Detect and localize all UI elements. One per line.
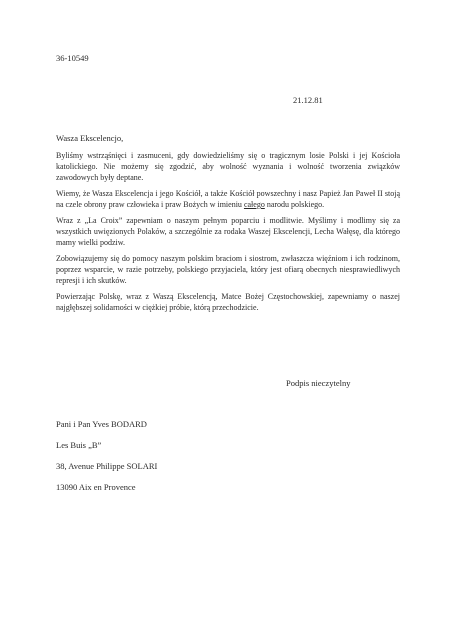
salutation: Wasza Ekscelencjo, xyxy=(56,133,124,143)
address-line: 38, Avenue Philippe SOLARI xyxy=(56,461,158,471)
paragraph-2-tail: narodu polskiego. xyxy=(264,200,325,209)
letter-body xyxy=(56,150,400,318)
address-line: 13090 Aix en Provence xyxy=(56,482,136,492)
paragraph-2 xyxy=(56,188,400,210)
address-line: Les Buis „B” xyxy=(56,440,102,450)
document-reference: 36-10549 xyxy=(56,53,89,63)
underlined-word: całego xyxy=(243,200,265,209)
paragraph-5: Powierzając Polskę, wraz z Waszą Ekscelencją, Matce Bożej Częstochowskiej, zapewniamy o naszej najgłębszej solidarności w ciężkiej próbie, którą przechodzicie. xyxy=(56,292,400,312)
paragraph-2-text: Wiemy, że Wasza Ekscelencja i jego Kościół, a także Kościół powszechny i nasz Papież Jan Paweł II stoją na czele obrony praw człowieka i praw Bożych w imieniu xyxy=(56,189,400,209)
sender-address xyxy=(56,419,157,503)
address-line: Pani i Pan Yves BODARD xyxy=(56,419,147,429)
signature-note: Podpis nieczytelny xyxy=(286,378,351,388)
paragraph-4: Zobowiązujemy się do pomocy naszym polskim braciom i siostrom, zwłaszcza więźniom i ich rodzinom, poprzez wsparcie, w razie potrzeby, polskiego przyjaciela, który jest ofiarą obecnych niesprawiedliwych represji i ich skutków. xyxy=(56,254,400,285)
paragraph-1: Byliśmy wstrząśnięci i zasmuceni, gdy dowiedzieliśmy się o tragicznym losie Polski i jej Kościoła katolickiego. Nie możemy się zgodzić, aby wolność wyznania i wolność tworzenia związków zawodowych były deptane. xyxy=(56,151,400,182)
paragraph-3: Wraz z „La Croix” zapewniam o naszym pełnym poparciu i modlitwie. Myślimy i modlimy się za wszystkich uwięzionych Polaków, a szczególnie za rodaka Waszej Ekscelencji, Lecha Wałęsę, dla którego mamy wielki podziw. xyxy=(56,216,400,247)
letter-date: 21.12.81 xyxy=(293,95,323,105)
